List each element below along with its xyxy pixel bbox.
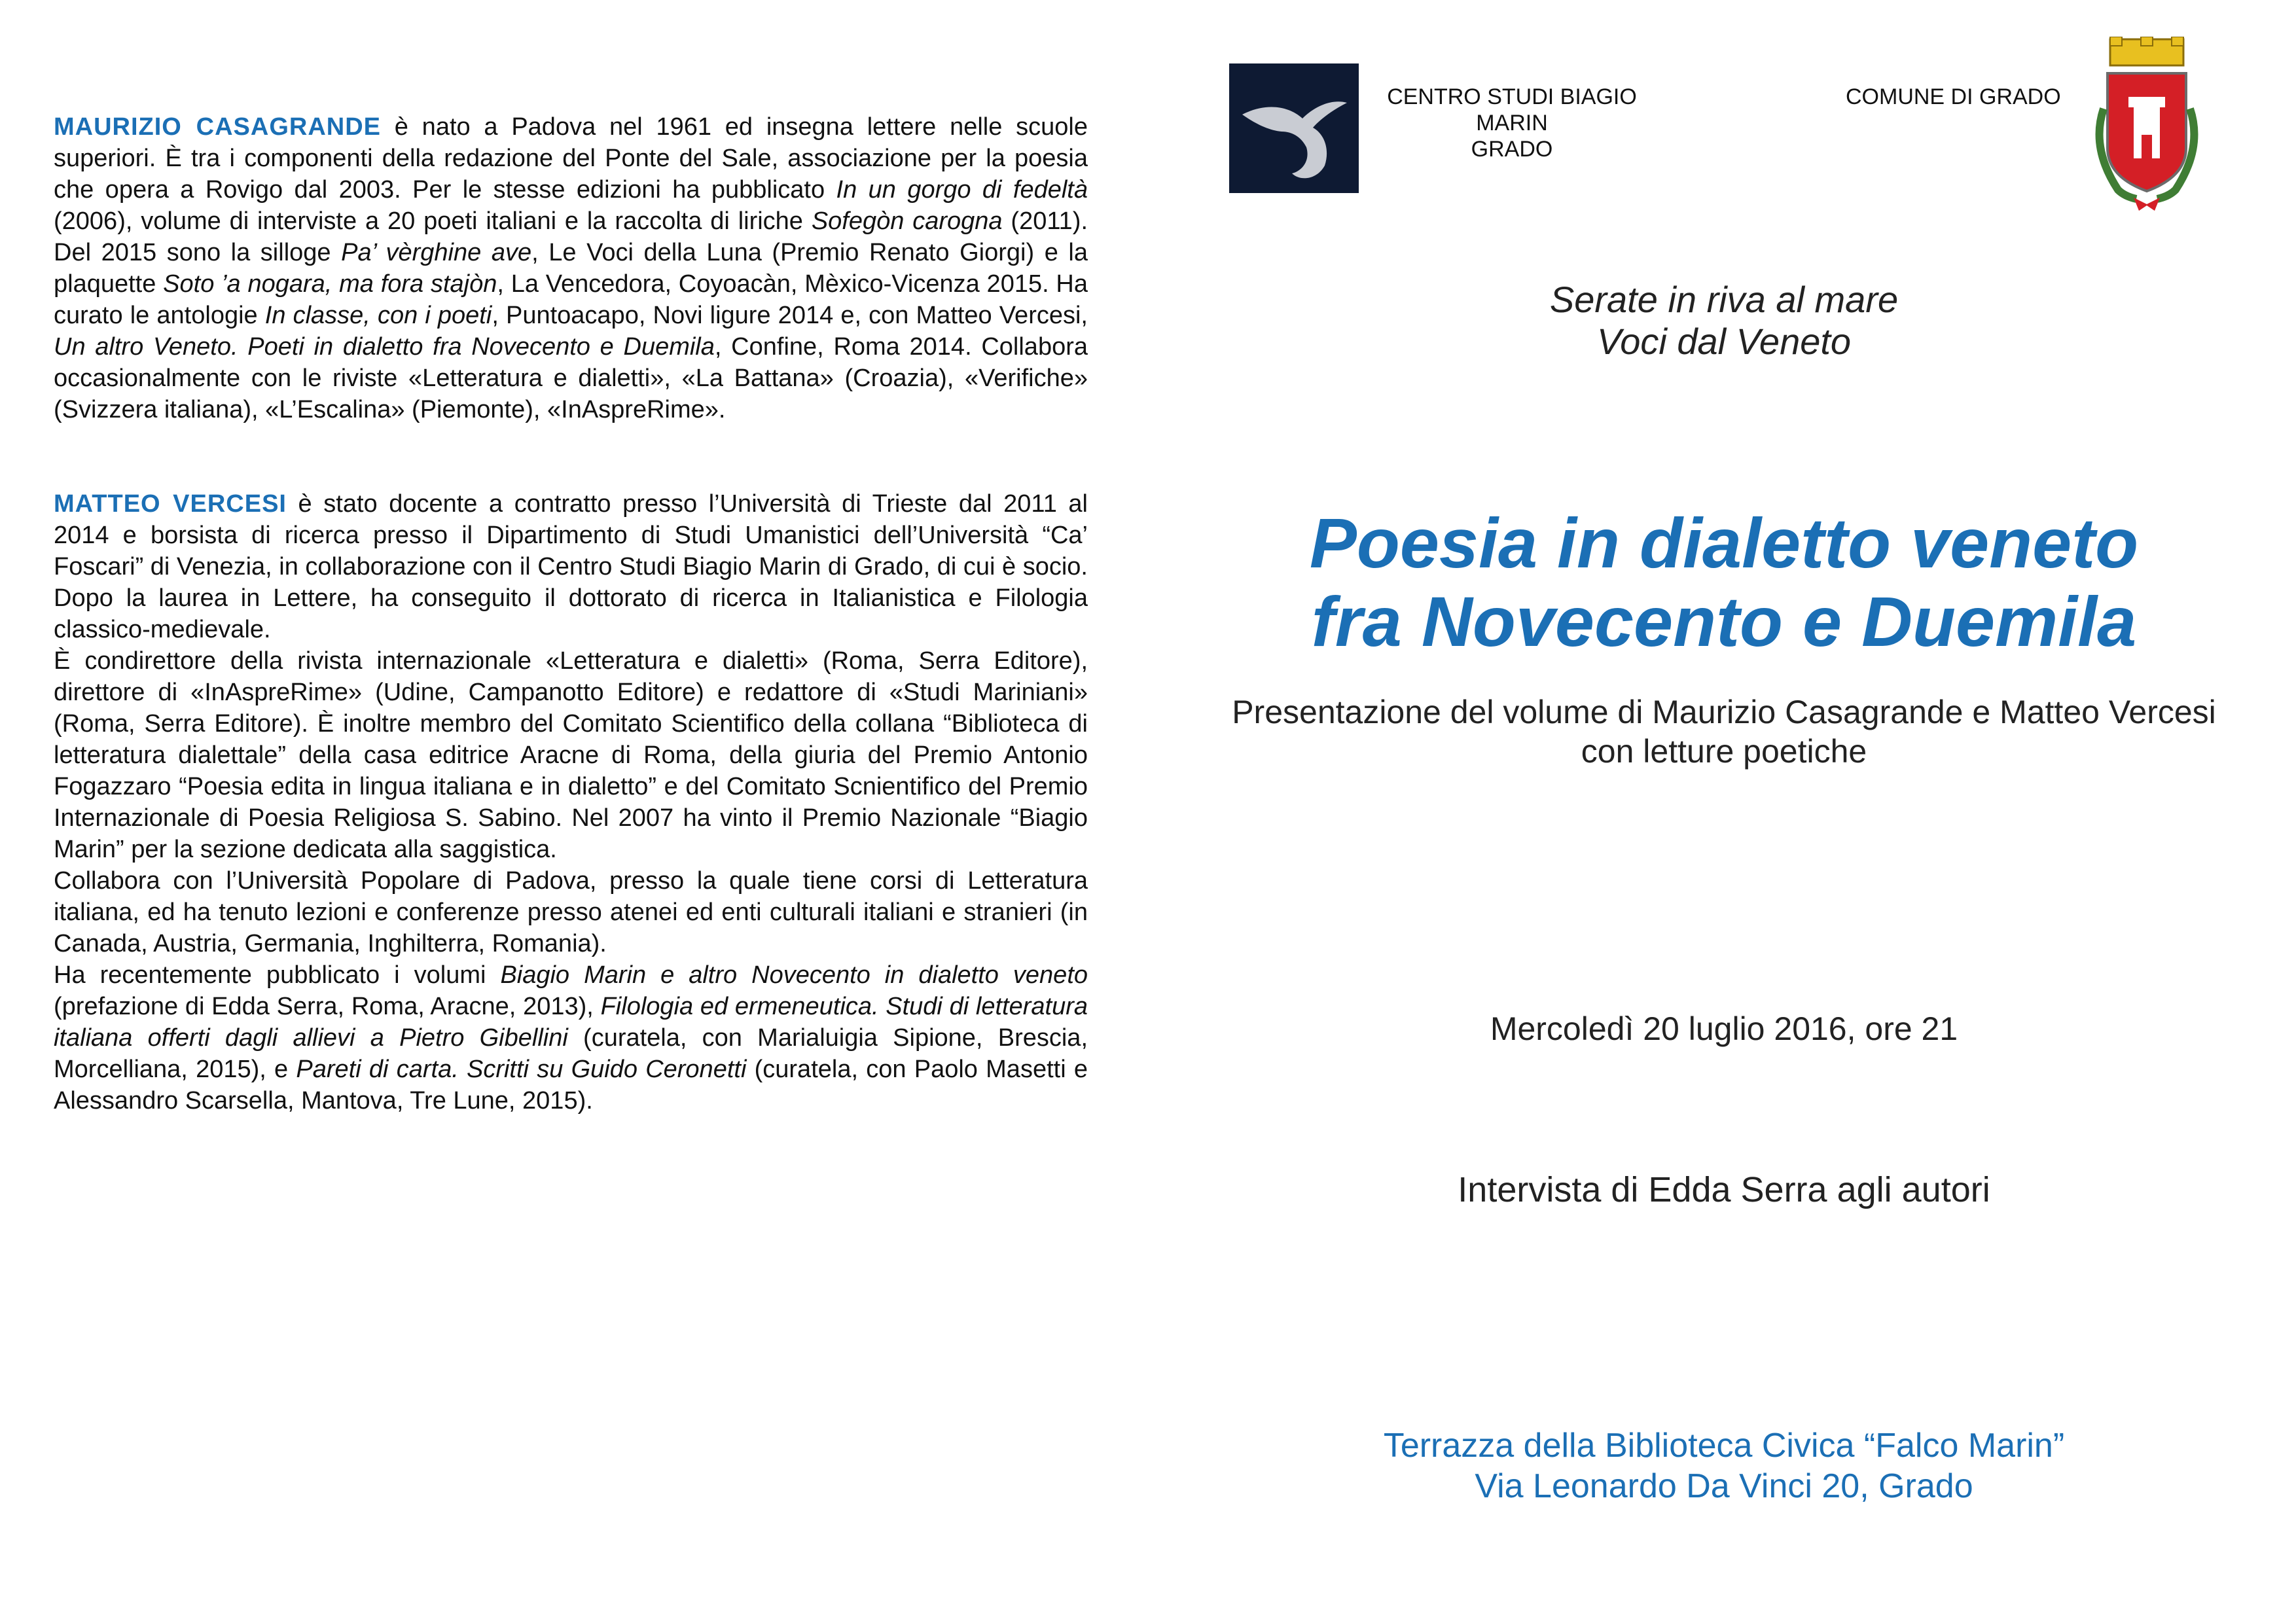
book-title: Biagio Marin e altro Novecento in dialetto veneto [500, 961, 1088, 989]
title-line: Poesia in dialetto veneto [1309, 503, 2139, 582]
bio-text: (2006), volume di interviste a 20 poeti italiani e la raccolta di liriche [54, 207, 812, 235]
bio-text: è stato docente a contratto presso l’Università di Trieste dal 2011 al 2014 e borsista di ricerca presso il Dipartimento di Studi Umanistici dell’Università “Ca’ Foscari” di Venezia, in collaborazione con il Centro Studi Biagio Marin di Grado, di cui è socio. Dopo la laurea in Lettere, ha conseguito il dottorato di ricerca in Italianistica e Filologia classico-medievale. [54, 490, 1088, 643]
book-title: In classe, con i poeti [264, 302, 492, 329]
event-venue [1152, 1425, 2296, 1507]
coat-of-arms-icon [2081, 37, 2212, 213]
venue-line: Via Leonardo Da Vinci 20, Grado [1475, 1467, 1973, 1505]
event-date: Mercoledì 20 luglio 2016, ore 21 [1490, 1010, 1958, 1047]
bird-emblem-icon [1229, 63, 1359, 193]
bio-text: , La Vencedora, Coyoacàn, Mèxico-Vicenza 2015. Ha curato le antologie [54, 270, 1088, 329]
event-series [1152, 279, 2296, 363]
subtitle-line: con letture poetiche [1581, 733, 1867, 770]
bio-paragraph [54, 959, 1088, 1116]
event-title [1152, 504, 2296, 661]
book-title: Soto ’a nogara, ma fora stajòn [163, 270, 497, 298]
bio-text: (curatela, con Marialuigia Sipione, Brescia, Morcelliana, 2015), e [54, 1024, 1088, 1083]
author-name: MATTEO VERCESI [54, 490, 287, 518]
comune-name: COMUNE DI GRADO [1846, 84, 2061, 109]
bio-text: (prefazione di Edda Serra, Roma, Aracne, 2013), [54, 993, 601, 1020]
series-line: Serate in riva al mare [1549, 279, 1899, 320]
bio-paragraph: Collabora con l’Università Popolare di Padova, presso la quale tiene corsi di Letteratura italiana, ed ha tenuto lezioni e conferenze presso atenei ed enti culturali italiani e stranieri (in Canada, Austria, Germania, Inghilterra, Romania). [54, 867, 1088, 957]
bio-casagrande [54, 111, 1088, 425]
org-line: GRADO [1471, 137, 1553, 162]
book-title: Un altro Veneto. Poeti in dialetto fra Novecento e Duemila [54, 333, 715, 361]
centro-studi-name [1368, 84, 1656, 162]
biographies-column [54, 111, 1088, 1116]
bio-text: è nato a Padova nel 1961 ed insegna lettere nelle scuole superiori. È tra i componenti della redazione del Ponte del Sale, associazione per la poesia che opera a Rovigo dal 2003. Per le stesse edizioni ha pubblicato [54, 113, 1088, 204]
bio-text: , Puntoacapo, Novi ligure 2014 e, con Matteo Vercesi, [492, 302, 1088, 329]
bio-vercesi [54, 488, 1088, 1116]
bio-text: (2011). Del 2015 sono la silloge [54, 207, 1088, 266]
book-title: Pa’ vèrghine ave [341, 239, 532, 266]
bio-text: , Le Voci della Luna (Premio Renato Giorgi) e la plaquette [54, 239, 1088, 298]
org-line: CENTRO STUDI BIAGIO MARIN [1387, 84, 1637, 135]
event-interview: Intervista di Edda Serra agli autori [1458, 1170, 1990, 1209]
bio-paragraph: È condirettore della rivista internazionale «Letteratura e dialetti» (Roma, Serra Editore), direttore di «InAspreRime» (Udine, Campanotto Editore) e redattore di «Studi Mariniani» (Roma, Serra Editore). È inoltre membro del Comitato Scientifico della collana “Biblioteca di letteratura dialettale” della casa editrice Aracne di Roma, della giuria del Premio Antonio Fogazzaro “Poesia edita in lingua italiana e in dialetto” e del Comitato Scnientifico del Premio Internazionale di Poesia Religiosa S. Sabino. Nel 2007 ha vinto il Premio Nazionale “Biagio Marin” per la sezione dedicata alla saggistica. [54, 647, 1088, 863]
book-title: Filologia ed ermeneutica. Studi di letteratura italiana offerti dagli allievi a Pietro Gibellini [54, 993, 1088, 1052]
bio-text: Ha recentemente pubblicato i volumi [54, 961, 501, 989]
author-name: MAURIZIO CASAGRANDE [54, 113, 381, 141]
series-line: Voci dal Veneto [1596, 321, 1852, 362]
centro-studi-logo [1229, 63, 1359, 193]
bio-paragraph [54, 488, 1088, 645]
book-title: Pareti di carta. Scritti su Guido Ceronetti [296, 1056, 747, 1083]
event-column [1152, 0, 2296, 1623]
book-title: Sofegòn carogna [811, 207, 1003, 235]
bio-text: , Confine, Roma 2014. Collabora occasionalmente con le riviste «Letteratura e dialetti», «La Battana» (Croazia), «Verifiche» (Svizzera italiana), «L’Escalina» (Piemonte), «InAspreRime». [54, 333, 1088, 423]
book-title: In un gorgo di fedeltà [836, 176, 1088, 204]
title-line: fra Novecento e Duemila [1311, 582, 2137, 661]
grado-crest [2081, 37, 2212, 213]
bio-text: (curatela, con Paolo Masetti e Alessandro Scarsella, Mantova, Tre Lune, 2015). [54, 1056, 1088, 1115]
event-subtitle [1152, 692, 2296, 771]
venue-line: Terrazza della Biblioteca Civica “Falco Marin” [1383, 1427, 2065, 1465]
subtitle-line: Presentazione del volume di Maurizio Casagrande e Matteo Vercesi [1232, 694, 2216, 730]
